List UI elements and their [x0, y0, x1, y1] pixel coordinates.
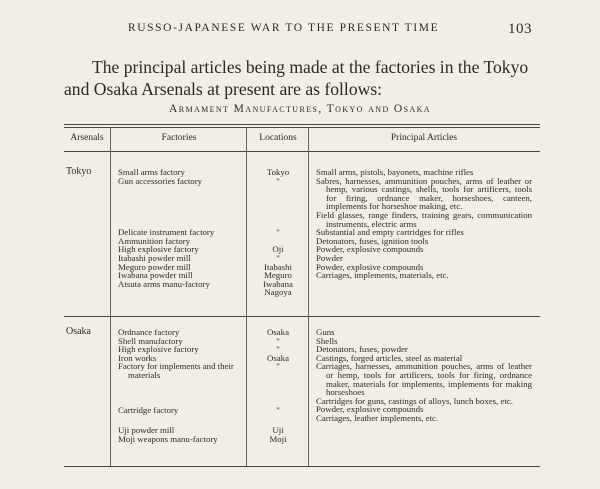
table-cell: Carriages, leather implements, etc.	[316, 412, 439, 423]
table-cell: Detonators, fuses, ignition tools	[316, 235, 429, 246]
header-factories: Factories	[161, 133, 197, 143]
table-cell: "	[276, 404, 280, 415]
table-cell: Gun accessories factory	[118, 175, 203, 186]
table-cell: Meguro	[264, 270, 292, 281]
table-cell: Cartridge factory	[118, 404, 179, 415]
column-divider-3	[308, 127, 309, 466]
table-cell: "	[276, 344, 280, 355]
table-cell: Guns	[316, 327, 335, 337]
running-head: RUSSO-JAPANESE WAR TO THE PRESENT TIME	[128, 22, 440, 34]
table-cell: Osaka	[267, 327, 289, 337]
table-title: Armament Manufactures, Tokyo and Osaka	[169, 103, 431, 115]
table-cell: Uji powder mill	[118, 425, 175, 436]
table-cell: Iwabana	[263, 278, 293, 289]
osaka-locations	[250, 328, 306, 443]
table-cell: Detonators, fuses, powder	[316, 344, 408, 355]
table-cell: Small arms factory	[118, 167, 185, 177]
table-cell: Iron works	[118, 352, 157, 363]
table-top-rule-2	[64, 127, 540, 128]
table-cell: Shell manufactory	[118, 335, 183, 346]
column-divider-2	[246, 127, 247, 466]
arsenal-tokyo: Tokyo	[66, 166, 92, 177]
group-separator-rule	[64, 316, 540, 317]
table-cell: Nagoya	[264, 287, 292, 298]
table-cell: "	[276, 175, 280, 186]
table-cell: Sabres, harnesses, ammunition pouches, arms of leather or hemp, various castings, shells, tools for artificers, tools for firing, ordnance maker, horseshoes, canteen, implements for horseshoe making, etc.	[316, 175, 532, 212]
osaka-factories	[118, 328, 244, 443]
table-cell: Ordnance factory	[118, 327, 180, 337]
table-cell: "	[276, 335, 280, 346]
header-articles: Principal Articles	[390, 133, 458, 143]
header-bottom-rule	[64, 151, 540, 152]
table-cell: Carriages, implements, materials, etc.	[316, 270, 449, 281]
table-cell: "	[276, 361, 280, 372]
table-cell: Small arms, pistols, bayonets, machine rifles	[316, 167, 474, 177]
table-cell: Factory for implements and their materials	[118, 361, 234, 380]
table-cell: Ammunition factory	[118, 235, 191, 246]
table-cell: Powder, explosive compounds	[316, 404, 424, 415]
table-cell: High explosive factory	[118, 344, 199, 355]
table-cell: "	[276, 252, 280, 263]
table-cell: Uji	[272, 425, 284, 436]
table-cell: Itabashi	[264, 261, 292, 272]
table-cell: Iwabana powder mill	[118, 270, 193, 281]
table-cell: Moji	[269, 433, 287, 444]
table-cell: Substantial and empty cartridges for rifles	[316, 227, 464, 238]
table-cell: Osaka	[267, 352, 289, 363]
tokyo-locations	[250, 168, 306, 297]
table-cell: Oji	[272, 244, 284, 255]
table-cell: Itabashi powder mill	[118, 252, 191, 263]
intro-text: The principal articles being made at the factories in the Tokyo and Osaka Arsenals at present are as follows:	[64, 57, 529, 99]
table-cell: Powder, explosive compounds	[316, 244, 424, 255]
table-cell: Powder, explosive compounds	[316, 261, 424, 272]
table-cell: Atsuta arms manu-factory	[118, 278, 210, 289]
tokyo-articles	[316, 168, 532, 280]
table-cell: Shells	[316, 335, 338, 346]
table-top-rule	[64, 124, 540, 125]
table-cell: Tokyo	[266, 167, 290, 177]
table-cell: Cartridges for guns, castings of alloys, lunch boxes, etc.	[316, 395, 513, 406]
table-cell: Castings, forged articles, steel as material	[316, 352, 463, 363]
table-cell: Moji weapons manu-factory	[118, 433, 218, 444]
table-bottom-rule	[64, 466, 540, 467]
table-cell: High explosive factory	[118, 244, 199, 255]
table-cell: Field glasses, range finders, training gears, communication instruments, electric arms	[316, 209, 532, 229]
table-cell: Meguro powder mill	[118, 261, 191, 272]
arsenal-osaka: Osaka	[66, 326, 91, 337]
table-cell: Carriages, harnesses, ammunition pouches, arms of leather or hemp, tools for artificers, tools for firing, ordnance maker, materials for implements, implements for making horseshoes	[316, 361, 532, 398]
osaka-articles	[316, 328, 532, 423]
table-cell: "	[276, 227, 280, 238]
header-arsenals: Arsenals	[70, 133, 104, 143]
page-number: 103	[508, 21, 532, 37]
intro-paragraph	[64, 56, 544, 100]
table-cell: Powder	[316, 252, 343, 263]
header-locations: Locations	[259, 133, 297, 143]
column-divider-1	[110, 127, 111, 466]
table-cell: Delicate instrument factory	[118, 227, 215, 238]
tokyo-factories	[118, 168, 244, 288]
